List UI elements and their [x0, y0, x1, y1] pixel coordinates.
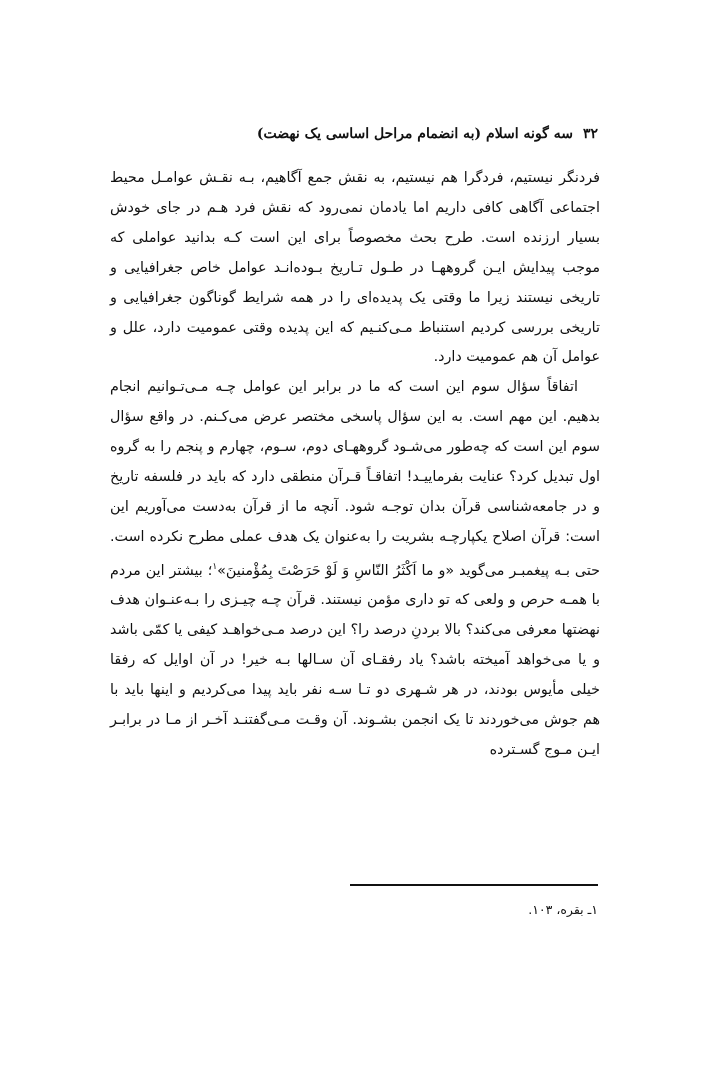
body-text: [110, 164, 600, 874]
running-header: [256, 122, 598, 146]
paragraph-2-part-1: اتفاقاً سؤال سوم این است که ما در برابر این عوامل چـه مـی‌تـوانیم انجام بدهیم. این مهم است. به این سؤال پاسخی مختصر عرض می‌کـنم. در واقع سؤال سوم این است که چه‌طور می‌شـود گروههـای دوم، سـوم، چهارم و پنجم را به گروه اول تبدیل کرد؟ عنایت بفرماییـد! اتفاقـاً قـرآن منطقی دارد که باید در فلسفه تاریخ و در جامعه‌شناسی قرآن بدان توجـه شود. آنچه ما از قرآن به‌دست می‌آوریم این است: قرآن اصلاح یکپارچـه بشریت را به‌عنوان یک هدف عملی مطرح نکرده است. حتی بـه پیغمبـر می‌گوید «و ما اَکْثَرُ النّاسِ وَ لَوْ حَرَصْتَ بِمُؤْمنینَ»: [110, 379, 601, 579]
footnote: ۱ـ بقره، ۱۰۳.: [528, 902, 598, 917]
paragraph-1: فردنگر نیستیم، فردگرا هم نیستیم، به نقش جمع آگاهیم، بـه نقـش عوامـل محیط اجتماعی آگاهی کافی داریم اما یادمان نمی‌رود که نقش فرد هـم در جای خودش بسیار ارزنده است. طرح بحث مخصوصاً برای این است کـه بدانید عواملی که موجب پیدایش ایـن گروههـا در طـول تـاریخ بـوده‌انـد عوامل خاص جغرافیایی و تاریخی نیستند زیرا ما وقتی یک پدیده‌ای را در همه شرایط گوناگون جغرافیایی و تاریخی بررسی کردیم استنباط مـی‌کنـیم که این پدیده وقتی عمومیت دارد، علل و عوامل آن هم عمومیت دارد.: [110, 170, 600, 366]
footnote-reference[interactable]: ۱: [212, 561, 218, 572]
page-number: ۳۲: [582, 126, 598, 142]
paragraph-2-part-2: ؛ بیشتر این مردم با همـه حرص و ولعی که تو داری مؤمن نیستند. قرآن چـه چیـزی را بـه‌عنـوان هدف نهضتها معرفی می‌کند؟ بالا بردنِ درصد را؟ این درصد مـی‌خواهـد کیفی یا کمّی باشد و یا می‌خواهد آمیخته باشد؟ یاد رفقـای آن سـالها بـه خیر! در آن اوایل که رفقا خیلی مأیوس بودند، در هر شـهری دو تـا سـه نفر باید پیدا می‌کردیم و اینها باید با هم جوش می‌خوردند تا یک انجمن بشـوند. آن وقـت مـی‌گفتنـد آخـر از مـا در برابـر ایـن مـوج گسـترده: [110, 562, 600, 758]
footnote-divider: [350, 884, 598, 886]
running-title: سه گونه اسلام (به انضمام مراحل اساسی یک نهضت): [256, 126, 573, 142]
paragraph-2: [110, 373, 600, 766]
